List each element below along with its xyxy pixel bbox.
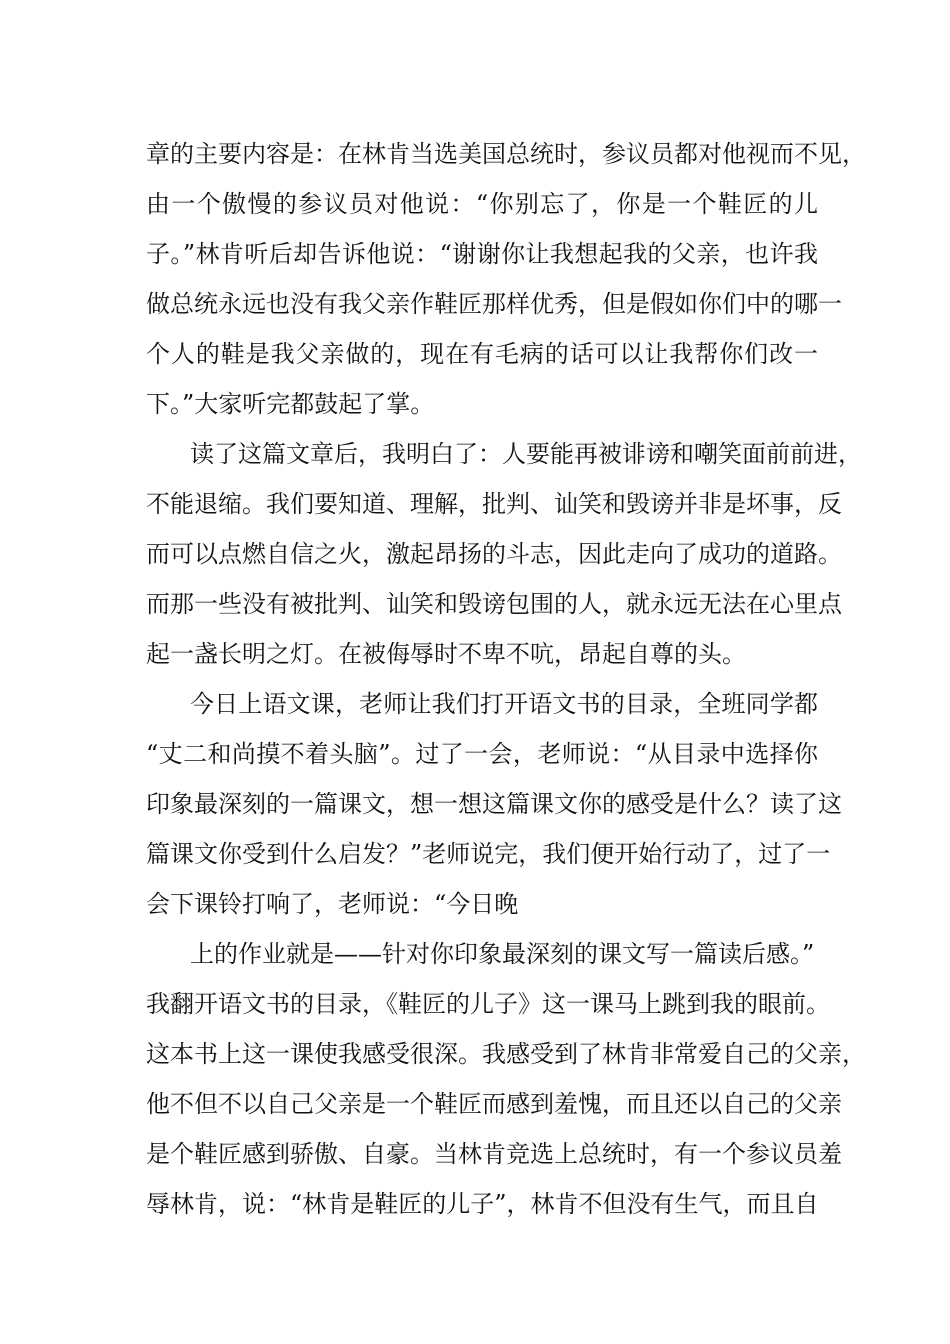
text-line: 我翻开语文书的目录，《鞋匠的儿子》这一课马上跳到我的眼前。	[146, 990, 830, 1018]
text-line: 他不但不以自己父亲是一个鞋匠而感到羞愧，而且还以自己的父亲	[146, 1090, 842, 1118]
text-line: 会下课铃打响了，老师说：“今日晚	[146, 890, 519, 918]
text-line: 做总统永远也没有我父亲作鞋匠那样优秀，但是假如你们中的哪一	[146, 290, 842, 318]
text-line: “丈二和尚摸不着头脑”。过了一会，老师说：“从目录中选择你	[146, 740, 818, 768]
text-line: 而可以点燃自信之火，激起昂扬的斗志，因此走向了成功的道路。	[146, 540, 842, 568]
text-line: 由一个傲慢的参议员对他说：“你别忘了，你是一个鞋匠的儿	[146, 190, 818, 218]
text-line: 而那一些没有被批判、讪笑和毁谤包围的人，就永远无法在心里点	[146, 590, 842, 618]
text-line: 起一盏长明之灯。在被侮辱时不卑不吭，昂起自尊的头。	[146, 640, 746, 668]
text-line: 这本书上这一课使我感受很深。我感受到了林肯非常爱自己的父亲，	[146, 1040, 866, 1068]
text-line: 下。”大家听完都鼓起了掌。	[146, 390, 435, 418]
text-line: 是个鞋匠感到骄傲、自豪。当林肯竞选上总统时，有一个参议员羞	[146, 1140, 842, 1168]
text-line: 不能退缩。我们要知道、理解，批判、讪笑和毁谤并非是坏事，反	[146, 490, 842, 518]
text-line: 子。”林肯听后却告诉他说：“谢谢你让我想起我的父亲，也许我	[146, 240, 818, 268]
text-line: 个人的鞋是我父亲做的，现在有毛病的话可以让我帮你们改一	[146, 340, 818, 368]
text-line: 印象最深刻的一篇课文，想一想这篇课文你的感受是什么？读了这	[146, 790, 842, 818]
paragraph-start-line: 读了这篇文章后，我明白了：人要能再被诽谤和嘲笑面前前进，	[190, 440, 862, 468]
text-line: 篇课文你受到什么启发？”老师说完，我们便开始行动了，过了一	[146, 840, 831, 868]
paragraph-start-line: 上的作业就是——针对你印象最深刻的课文写一篇读后感。”	[190, 940, 815, 968]
text-line: 章的主要内容是：在林肯当选美国总统时，参议员都对他视而不见，	[146, 140, 866, 168]
text-line: 辱林肯，说：“林肯是鞋匠的儿子”，林肯不但没有生气，而且自	[146, 1190, 819, 1218]
paragraph-start-line: 今日上语文课，老师让我们打开语文书的目录，全班同学都	[190, 690, 818, 718]
